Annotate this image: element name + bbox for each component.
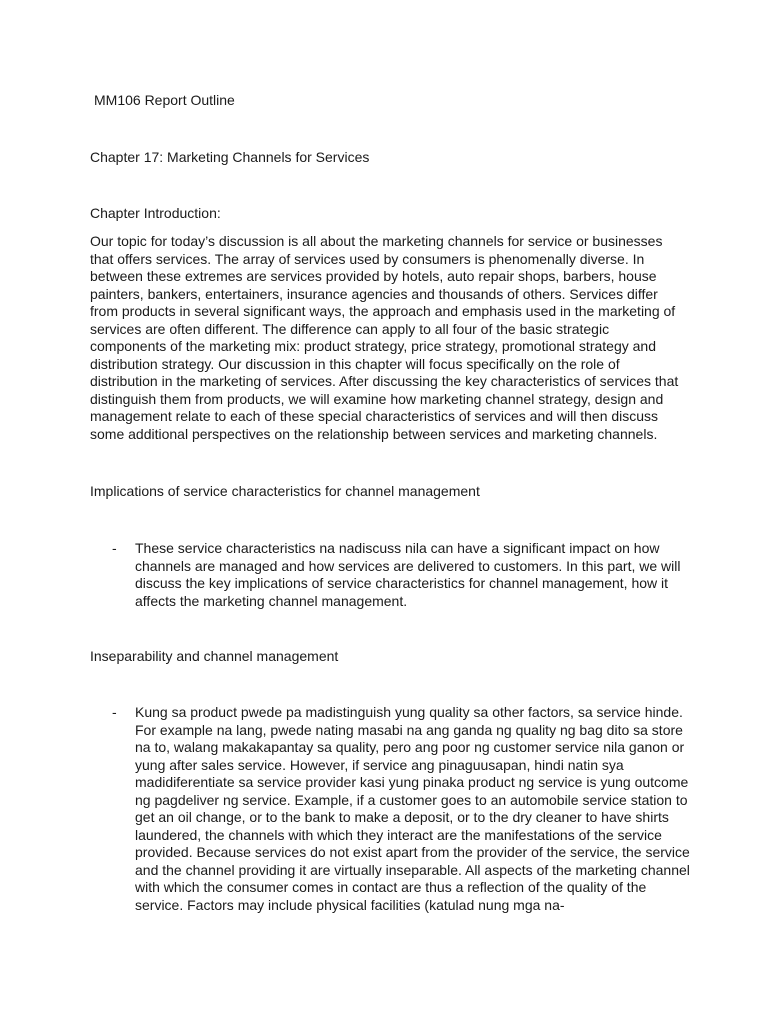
intro-heading: Chapter Introduction:: [90, 205, 221, 221]
chapter-heading: Chapter 17: Marketing Channels for Services: [90, 149, 370, 165]
bullet-marker: -: [112, 540, 117, 556]
bullet-text: Kung sa product pwede pa madistinguish yung quality sa other factors, sa service hinde. For example na lang, pwede nating masabi na ang ganda ng quality ng bag dito sa store na to, walang makakapantay sa quality, pero ang poor ng customer service nila ganon or yung after sales service. However, if service ang pinaguusapan, hindi natin sya madidiferentiate sa service provider kasi yung pinaka product ng service is yung outcome ng pagdeliver ng service. Example, if a customer goes to an automobile service station to get an oil change, or to the bank to make a deposit, or to the dry cleaner to have shirts laundered, the channels with which they interact are the manifestations of the service provided. Because services do not exist apart from the provider of the service, the service and the channel providing it are virtually inseparable. All aspects of the marketing channel with which the consumer comes in contact are thus a reflection of the quality of the service. Factors may include physical facilities (katulad nung mga na-: [135, 704, 690, 913]
document-title: MM106 Report Outline: [94, 92, 235, 108]
bullet-text: These service characteristics na nadiscuss nila can have a significant impact on how channels are managed and how services are delivered to customers. In this part, we will discuss the key implications of service characteristics for channel management, how it affects the marketing channel management.: [135, 540, 681, 609]
bullet-marker: -: [112, 704, 117, 720]
intro-paragraph: Our topic for today’s discussion is all about the marketing channels for service or businesses that offers services. The array of services used by consumers is phenomenally diverse. In between these extremes are services provided by hotels, auto repair shops, barbers, house painters, bankers, entertainers, insurance agencies and thousands of others. Services differ from products in several significant ways, the approach and emphasis used in the marketing of services are often different. The difference can apply to all four of the basic strategic components of the marketing mix: product strategy, price strategy, promotional strategy and distribution strategy. Our discussion in this chapter will focus specifically on the role of distribution in the marketing of services. After discussing the key characteristics of services that distinguish them from products, we will examine how marketing channel strategy, design and management relate to each of these special characteristics of services and will then discuss some additional perspectives on the relationship between services and marketing channels.: [90, 233, 679, 442]
section-heading-implications: Implications of service characteristics for channel management: [90, 483, 480, 499]
section-heading-inseparability: Inseparability and channel management: [90, 648, 339, 664]
